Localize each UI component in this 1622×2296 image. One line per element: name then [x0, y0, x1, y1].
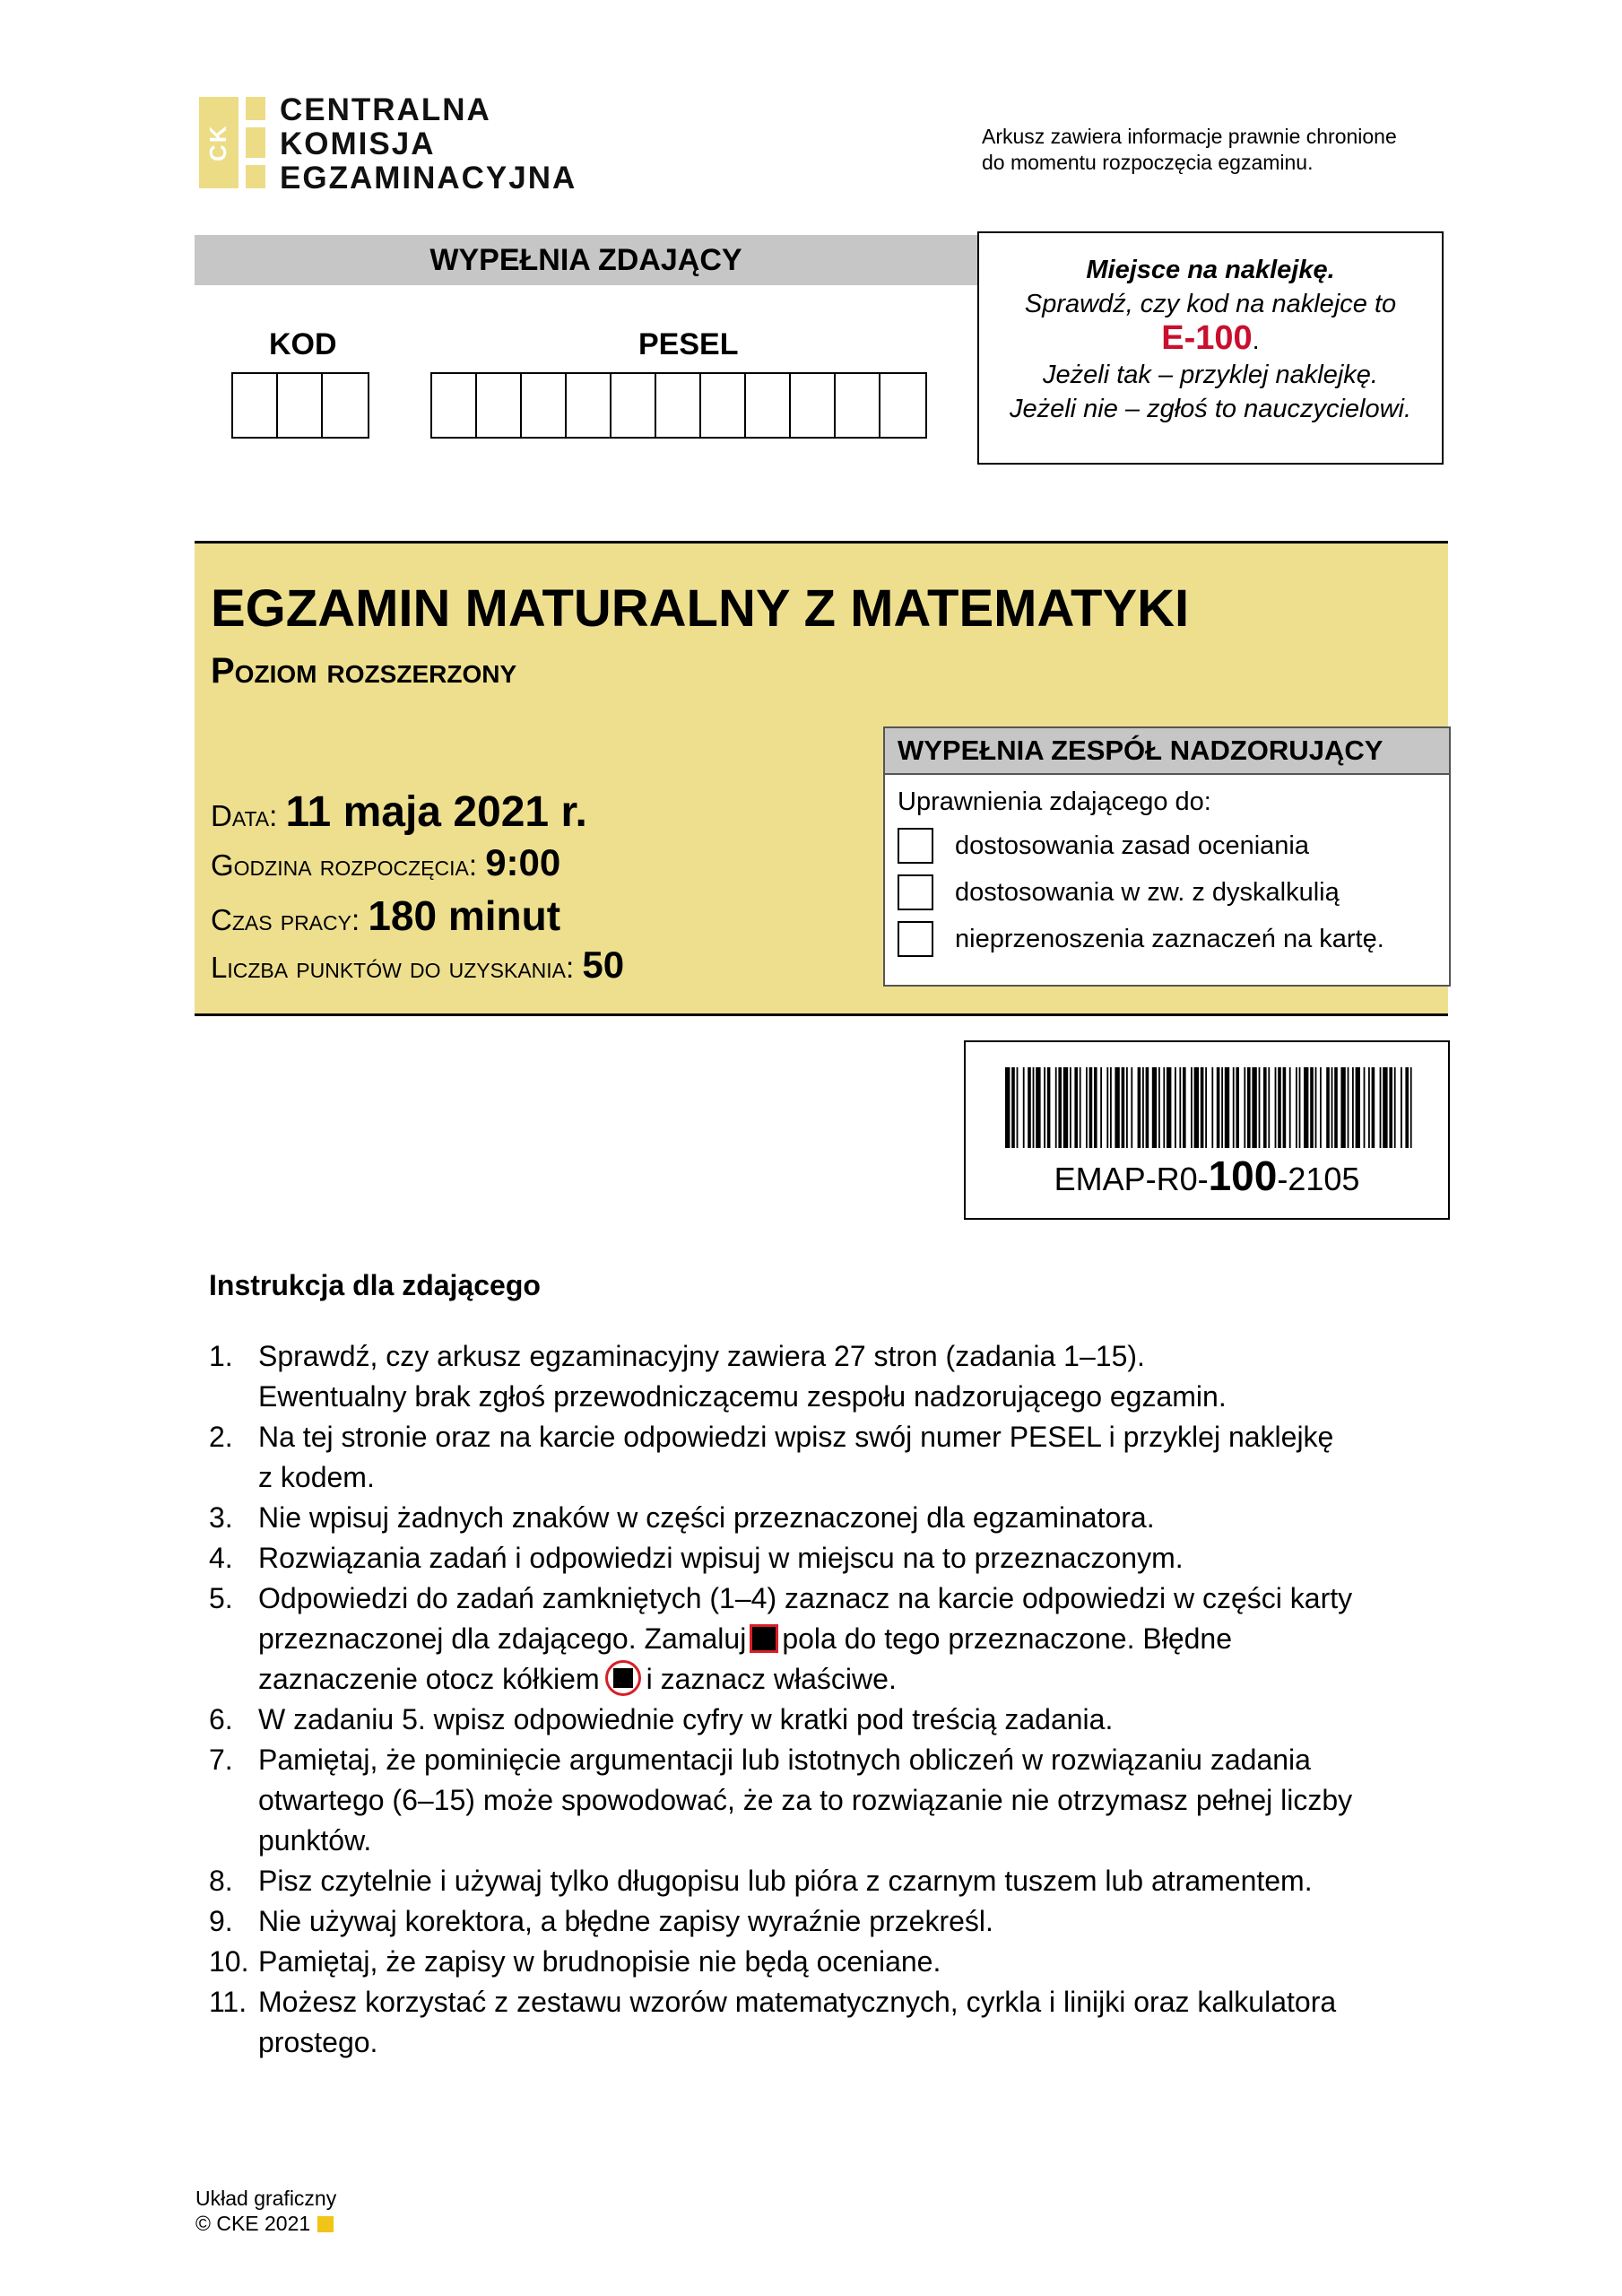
pesel-input-boxes[interactable]	[430, 372, 927, 439]
pesel-box[interactable]	[701, 374, 746, 437]
instruction-text	[258, 1982, 1336, 2063]
pesel-box[interactable]	[746, 374, 791, 437]
instruction-line: Nie wpisuj żadnych znaków w części przeznaczonej dla egzaminatora.	[258, 1501, 1155, 1534]
instruction-line: Rozwiązania zadań i odpowiedzi wpisuj w miejscu na to przeznaczonym.	[258, 1542, 1184, 1574]
kod-box[interactable]	[233, 374, 278, 437]
instruction-number: 5.	[209, 1582, 233, 1614]
instruction-number: 11.	[209, 1986, 247, 2018]
logo-ck-letters: CK	[204, 124, 231, 161]
checkbox[interactable]	[898, 828, 933, 864]
instruction-item	[209, 1740, 1464, 1861]
instruction-line: Pamiętaj, że zapisy w brudnopisie nie będą oceniane.	[258, 1945, 941, 1978]
candidate-section-header: WYPEŁNIA ZDAJĄCY	[195, 235, 977, 285]
instruction-text	[258, 1740, 1352, 1861]
barcode-icon	[1005, 1067, 1413, 1148]
instruction-line: W zadaniu 5. wpisz odpowiednie cyfry w kratki pod treścią zadania.	[258, 1703, 1114, 1735]
instruction-number: 8.	[209, 1865, 233, 1897]
instruction-number: 6.	[209, 1703, 233, 1735]
pesel-box[interactable]	[656, 374, 701, 437]
cke-logo-text: CENTRALNA KOMISJA EGZAMINACYJNA	[280, 92, 577, 196]
instruction-number: 1.	[209, 1340, 233, 1372]
pesel-box[interactable]	[432, 374, 477, 437]
instruction-number: 2.	[209, 1421, 233, 1453]
instruction-text	[258, 1498, 1155, 1538]
instruction-line: Sprawdź, czy arkusz egzaminacyjny zawiera 27 stron (zadania 1–15).	[258, 1340, 1145, 1372]
pesel-box[interactable]	[880, 374, 925, 437]
instruction-line: Możesz korzystać z zestawu wzorów matematycznych, cyrkla i linijki oraz kalkulatora	[258, 1986, 1337, 2018]
instruction-line: Pamiętaj, że pominięcie argumentacji lub istotnych obliczeń w rozwiązaniu zadania	[258, 1744, 1311, 1776]
instruction-line: Pisz czytelnie i używaj tylko długopisu lub pióra z czarnym tuszem lub atramentem.	[258, 1865, 1313, 1897]
kod-input-boxes[interactable]	[231, 372, 369, 439]
instruction-text	[258, 1336, 1227, 1417]
pesel-label: PESEL	[638, 327, 739, 361]
instruction-item	[209, 1942, 1464, 1982]
barcode-box	[964, 1040, 1450, 1220]
instruction-item	[209, 1982, 1464, 2063]
instruction-text	[258, 1578, 1352, 1700]
instruction-line: przeznaczonej dla zdającego. Zamaluj pola do tego przeznaczone. Błędne	[258, 1622, 1233, 1655]
pesel-box[interactable]	[791, 374, 836, 437]
instruction-line: z kodem.	[258, 1461, 375, 1493]
footer: Układ graficzny © CKE 2021	[195, 2187, 337, 2235]
instruction-item	[209, 1336, 1464, 1417]
exam-duration: Czas pracy: 180 minut	[211, 892, 561, 939]
supervisors-header: WYPEŁNIA ZESPÓŁ NADZORUJĄCY	[885, 728, 1449, 775]
instruction-text	[258, 1861, 1313, 1901]
supervisors-subtitle: Uprawnienia zdającego do:	[898, 787, 1211, 816]
kod-label: KOD	[269, 327, 337, 361]
instruction-line: Ewentualny brak zgłoś przewodniczącemu zespołu nadzorującego egzamin.	[258, 1380, 1227, 1413]
instruction-line: otwartego (6–15) może spowodować, że za to rozwiązanie nie otrzymasz pełnej liczby	[258, 1784, 1353, 1816]
pesel-box[interactable]	[836, 374, 880, 437]
instruction-text	[258, 1417, 1333, 1498]
supervisor-option: dostosowania w zw. z dyskalkulią	[898, 874, 1449, 910]
pesel-box[interactable]	[612, 374, 656, 437]
instructions-list	[209, 1336, 1464, 2063]
instruction-text	[258, 1538, 1184, 1578]
pesel-box[interactable]	[522, 374, 567, 437]
instruction-number: 9.	[209, 1905, 233, 1937]
instruction-item	[209, 1861, 1464, 1901]
exam-start-hour: Godzina rozpoczęcia: 9:00	[211, 841, 561, 883]
instruction-line: Odpowiedzi do zadań zamkniętych (1–4) zaznacz na karcie odpowiedzi w części karty	[258, 1582, 1353, 1614]
sticker-placeholder: Miejsce na naklejkę. Sprawdź, czy kod na naklejce to E-100. Jeżeli tak – przyklej naklejkę. Jeżeli nie – zgłoś to nauczycielowi.	[977, 231, 1444, 465]
sticker-code: E-100	[1161, 319, 1253, 357]
instruction-text	[258, 1700, 1113, 1740]
barcode-label: EMAP-R0-100-2105	[1054, 1152, 1360, 1199]
instruction-item	[209, 1498, 1464, 1538]
supervisor-option: nieprzenoszenia zaznaczeń na kartę.	[898, 921, 1449, 957]
pesel-box[interactable]	[477, 374, 522, 437]
instruction-item	[209, 1417, 1464, 1498]
instruction-item	[209, 1578, 1464, 1700]
instruction-line: Na tej stronie oraz na karcie odpowiedzi wpisz swój numer PESEL i przyklej naklejkę	[258, 1421, 1334, 1453]
instruction-line: Nie używaj korektora, a błędne zapisy wyraźnie przekreśl.	[258, 1905, 993, 1937]
footer-square-icon	[317, 2216, 334, 2232]
kod-box[interactable]	[278, 374, 323, 437]
cke-logo-mark	[199, 97, 265, 188]
exam-title: EGZAMIN MATURALNY Z MATEMATYKI	[211, 579, 1190, 638]
instruction-item	[209, 1901, 1464, 1942]
instruction-number: 4.	[209, 1542, 233, 1574]
instruction-text	[258, 1942, 941, 1982]
instruction-line: prostego.	[258, 2026, 378, 2058]
exam-date: Data: 11 maja 2021 r.	[211, 788, 587, 836]
legal-notice: Arkusz zawiera informacje prawnie chronione do momentu rozpoczęcia egzaminu.	[982, 125, 1397, 174]
instruction-number: 10.	[209, 1945, 249, 1978]
kod-box[interactable]	[323, 374, 368, 437]
instruction-line: punktów.	[258, 1824, 372, 1857]
instruction-line: zaznaczenie otocz kółkiem i zaznacz właściwe.	[258, 1659, 1352, 1700]
exam-level: Poziom rozszerzony	[211, 651, 517, 691]
instruction-text	[258, 1901, 993, 1942]
exam-points: Liczba punktów do uzyskania: 50	[211, 944, 625, 986]
instruction-item	[209, 1700, 1464, 1740]
checkbox[interactable]	[898, 921, 933, 957]
instruction-number: 7.	[209, 1744, 233, 1776]
instruction-item	[209, 1538, 1464, 1578]
supervisors-box	[883, 726, 1451, 987]
pesel-box[interactable]	[567, 374, 612, 437]
circled-square-icon	[605, 1660, 641, 1696]
filled-square-icon	[750, 1624, 778, 1653]
checkbox[interactable]	[898, 874, 933, 910]
instructions-title: Instrukcja dla zdającego	[209, 1269, 541, 1301]
supervisor-option: dostosowania zasad oceniania	[898, 828, 1449, 864]
instruction-number: 3.	[209, 1501, 233, 1534]
